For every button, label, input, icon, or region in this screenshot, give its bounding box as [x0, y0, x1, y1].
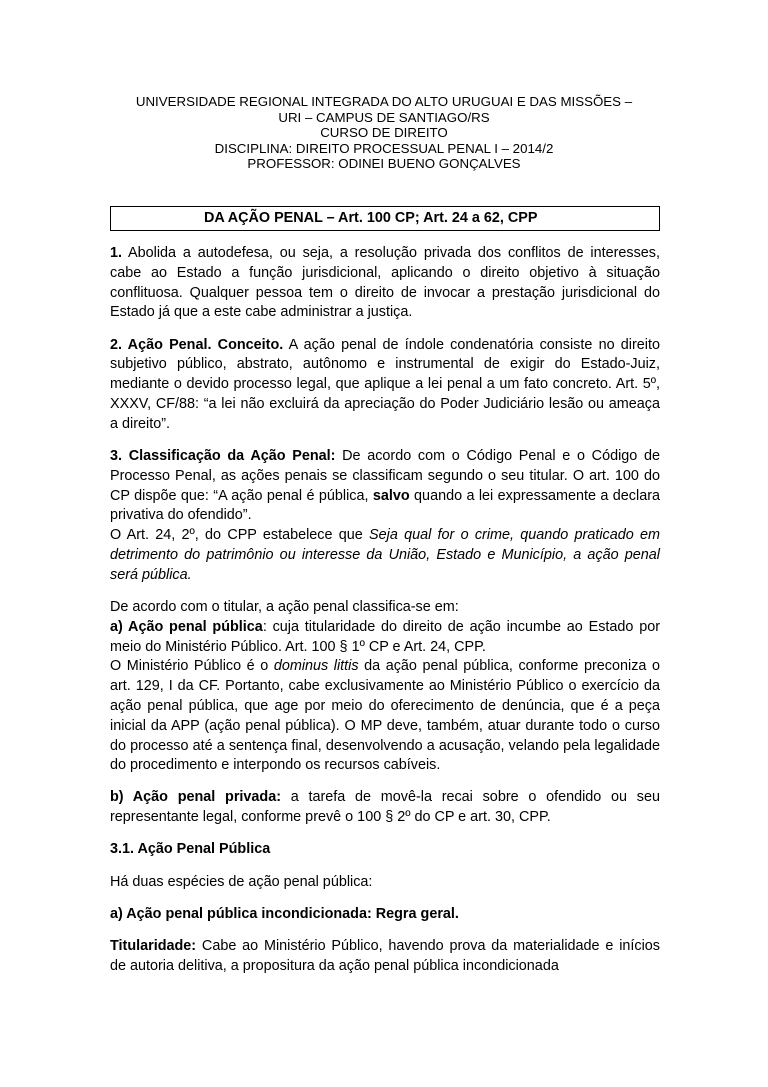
- section-title: DA AÇÃO PENAL – Art. 100 CP; Art. 24 a 62, CPP: [204, 210, 538, 226]
- classification-b-text: a tarefa de movê-la recai sobre o ofendido ou seu representante legal, conforme prevê o 100 § 2º do CP e art. 30, CPP.: [110, 789, 660, 826]
- titularidade-label: Titularidade:: [110, 938, 197, 955]
- paragraph-art24: [110, 526, 660, 585]
- document-body: [110, 244, 660, 989]
- header-professor: PROFESSOR: ODINEI BUENO GONÇALVES: [247, 156, 521, 172]
- paragraph-3-bold-word: salvo: [372, 487, 410, 504]
- paragraph-2-heading: 2. Ação Penal. Conceito.: [110, 336, 284, 353]
- paragraph-1: [110, 244, 660, 323]
- titularidade-paragraph: [110, 937, 660, 977]
- header-campus: URI – CAMPUS DE SANTIAGO/RS: [278, 109, 490, 125]
- mp-text-b: da ação penal pública, conforme preconiza o art. 129, I da CF. Portanto, cabe exclusivamente ao Ministério Público o exercício da ação penal pública, que age por meio do oferecimento de denúncia, que é a peça inicial da APP (ação penal pública). O MP deve, também, atuar durante todo o curso do processo até a sentença final, desenvolvendo a acusação, velando pela legalidade do procedimento e interpondo os recursos cabíveis.: [110, 658, 660, 774]
- ministerio-publico-paragraph: [110, 657, 660, 776]
- paragraph-2-text: A ação penal de índole condenatória consiste no direito subjetivo público, abstrato, autônomo e instrumental de exigir do Estado-Juiz, mediante o devido processo legal, que aplique a lei penal a um fato concreto. Art. 5º, XXXV, CF/88: “a lei não excluirá da apreciação do Poder Judiciário lesão ou ameaça a direito”.: [110, 336, 660, 432]
- classification-b: [110, 788, 660, 828]
- header-university: UNIVERSIDADE REGIONAL INTEGRADA DO ALTO URUGUAI E DAS MISSÕES –: [135, 94, 633, 109]
- titularidade-text: Cabe ao Ministério Público, havendo prova da materialidade e inícios de autoria delitiva, a propositura da ação penal pública incondicionada: [110, 938, 660, 974]
- header-discipline: DISCIPLINA: DIREITO PROCESSUAL PENAL I – 2014/2: [214, 140, 554, 156]
- paragraph-3-heading: 3. Classificação da Ação Penal:: [110, 447, 336, 464]
- section-3-1-heading: 3.1. Ação Penal Pública: [110, 841, 271, 858]
- section-3-1-intro: Há duas espécies de ação penal pública:: [110, 873, 373, 890]
- paragraph-2: [110, 336, 660, 435]
- paragraph-3: [110, 447, 660, 526]
- classification-b-label: b) Ação penal privada:: [110, 789, 282, 806]
- header-course: CURSO DE DIREITO: [320, 125, 448, 141]
- mp-text-a: O Ministério Público é o: [110, 658, 274, 675]
- section-title-box: [110, 206, 660, 231]
- classification-a-text: : cuja titularidade do direito de ação incumbe ao Estado por meio do Ministério Público. Art. 100 § 1º CP e Art. 24, CPP.: [110, 618, 661, 655]
- classification-a: [110, 618, 660, 658]
- section-3-1-subheading-a: a) Ação penal pública incondicionada: Regra geral.: [110, 905, 459, 922]
- paragraph-1-number: 1.: [110, 245, 123, 261]
- classification-a-label: a) Ação penal pública: [110, 618, 263, 635]
- paragraph-1-text: Abolida a autodefesa, ou seja, a resolução privada dos conflitos de interesses, cabe ao Estado a função jurisdicional, aplicando o direito objetivo à situação conflituosa. Qualquer pessoa tem o direito de invocar a prestação jurisdicional do Estado já que a este cabe administrar a justiça.: [110, 245, 660, 321]
- paragraph-3-text-a: De acordo com o Código Penal e o Código de Processo Penal, as ações penais se classificam segundo o seu titular. O art. 100 do CP dispõe que: “A ação penal é pública,: [110, 447, 660, 504]
- art24-quote: Seja qual for o crime, quando praticado em detrimento do patrimônio ou interesse da União, Estado e Município, a ação penal será pública.: [110, 527, 660, 583]
- art24-intro: O Art. 24, 2º, do CPP estabelece que: [110, 527, 370, 544]
- mp-italic-term: dominus littis: [273, 658, 359, 675]
- paragraph-3-text-b: quando a lei expressamente a declara privativa do ofendido”.: [110, 487, 661, 524]
- classification-intro: De acordo com o titular, a ação penal classifica-se em:: [110, 598, 459, 615]
- document-header: [100, 94, 668, 172]
